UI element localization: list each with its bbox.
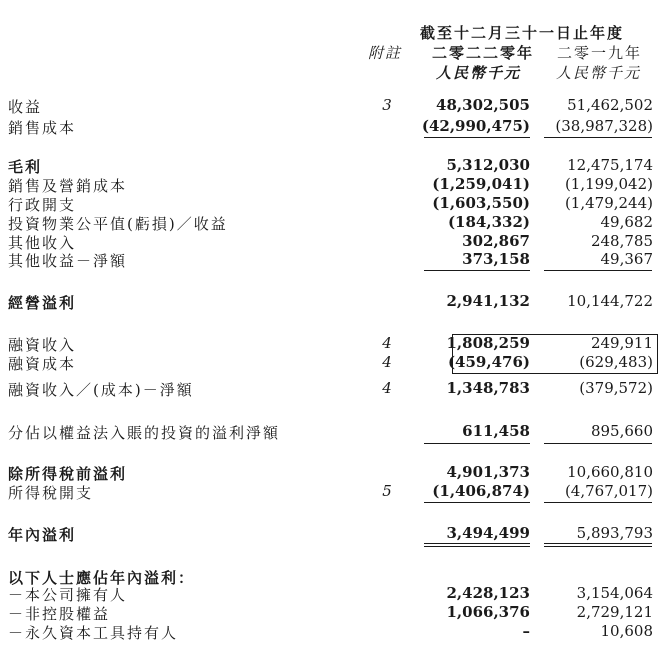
note-column-header: 附註 bbox=[368, 44, 403, 62]
row-label-profit-for-year: 年內溢利 bbox=[8, 526, 77, 544]
row-label-gross-profit: 毛利 bbox=[8, 158, 43, 176]
subtotal-rule bbox=[544, 137, 652, 138]
row-2022-perpetual: – bbox=[522, 622, 530, 640]
year-2022-header: 二零二二零年 bbox=[432, 44, 535, 62]
row-2019-finance-income: 249,911 bbox=[590, 334, 653, 352]
row-label-income-tax: 所得稅開支 bbox=[8, 484, 94, 502]
row-2019-owners: 3,154,064 bbox=[576, 584, 653, 602]
row-2019-other-income: 248,785 bbox=[590, 232, 653, 250]
row-2019-share-of-profit: 895,660 bbox=[590, 422, 653, 440]
row-label-attributable-heading: 以下人士應佔年內溢利： bbox=[8, 569, 196, 587]
year-2019-header: 二零一九年 bbox=[557, 44, 643, 62]
row-2019-operating-profit: 10,144,722 bbox=[567, 292, 653, 310]
subtotal-rule bbox=[424, 502, 530, 503]
row-note-income-tax: 5 bbox=[382, 482, 392, 500]
row-note-finance-costs: 4 bbox=[382, 353, 392, 371]
row-note-finance-income: 4 bbox=[382, 334, 392, 352]
row-note-revenue: 3 bbox=[382, 96, 392, 114]
row-2022-profit-before-tax: 4,901,373 bbox=[446, 463, 530, 481]
row-label-selling-costs: 銷售及營銷成本 bbox=[8, 177, 128, 195]
row-2022-gross-profit: 5,312,030 bbox=[446, 156, 530, 174]
row-2022-profit-for-year: 3,494,499 bbox=[446, 524, 530, 542]
row-2022-admin-expenses: (1,603,550) bbox=[432, 194, 530, 212]
period-header: 截至十二月三十一日止年度 bbox=[420, 24, 625, 42]
row-label-profit-before-tax: 除所得稅前溢利 bbox=[8, 465, 128, 483]
row-2022-cost-of-sales: (42,990,475) bbox=[421, 117, 530, 135]
row-label-operating-profit: 經營溢利 bbox=[8, 294, 77, 312]
row-2019-cost-of-sales: (38,987,328) bbox=[555, 117, 653, 135]
row-2019-non-controlling: 2,729,121 bbox=[576, 603, 653, 621]
row-label-fair-value: 投資物業公平值(虧損)／收益 bbox=[8, 215, 228, 233]
subtotal-rule bbox=[424, 443, 530, 444]
row-label-owners: －本公司擁有人 bbox=[8, 586, 128, 604]
row-2022-finance-costs: (459,476) bbox=[447, 353, 530, 371]
row-2022-revenue: 48,302,505 bbox=[436, 96, 530, 114]
row-2022-finance-income: 1,808,259 bbox=[446, 334, 530, 352]
row-2019-admin-expenses: (1,479,244) bbox=[564, 194, 653, 212]
row-2019-income-tax: (4,767,017) bbox=[564, 482, 653, 500]
row-2022-finance-net: 1,348,783 bbox=[446, 379, 530, 397]
unit-2022-header: 人民幣千元 bbox=[436, 64, 522, 82]
row-2019-finance-net: (379,572) bbox=[579, 379, 653, 397]
row-2019-fair-value: 49,682 bbox=[600, 213, 653, 231]
row-2019-selling-costs: (1,199,042) bbox=[564, 175, 653, 193]
subtotal-rule bbox=[544, 502, 652, 503]
double-rule-bottom bbox=[424, 546, 530, 547]
row-label-admin-expenses: 行政開支 bbox=[8, 196, 77, 214]
row-2022-other-income: 302,867 bbox=[462, 232, 530, 250]
row-label-finance-net: 融資收入／(成本)－淨額 bbox=[8, 381, 194, 399]
row-note-finance-net: 4 bbox=[382, 379, 392, 397]
row-label-revenue: 收益 bbox=[8, 98, 43, 116]
row-2019-gross-profit: 12,475,174 bbox=[567, 156, 653, 174]
subtotal-rule bbox=[544, 270, 652, 271]
row-label-finance-income: 融資收入 bbox=[8, 336, 77, 354]
row-label-finance-costs: 融資成本 bbox=[8, 355, 77, 373]
row-2022-non-controlling: 1,066,376 bbox=[446, 603, 530, 621]
double-rule-bottom bbox=[544, 546, 652, 547]
row-2019-revenue: 51,462,502 bbox=[567, 96, 653, 114]
row-label-other-income: 其他收入 bbox=[8, 234, 77, 252]
row-2022-operating-profit: 2,941,132 bbox=[446, 292, 530, 310]
row-label-other-gains: 其他收益－淨額 bbox=[8, 252, 128, 270]
row-2019-finance-costs: (629,483) bbox=[579, 353, 653, 371]
double-rule-top bbox=[544, 543, 652, 544]
row-2019-profit-for-year: 5,893,793 bbox=[576, 524, 653, 542]
subtotal-rule bbox=[424, 270, 530, 271]
row-label-cost-of-sales: 銷售成本 bbox=[8, 119, 77, 137]
row-label-perpetual: －永久資本工具持有人 bbox=[8, 624, 179, 642]
row-2022-owners: 2,428,123 bbox=[446, 584, 530, 602]
row-2022-other-gains: 373,158 bbox=[462, 250, 530, 268]
subtotal-rule bbox=[424, 137, 530, 138]
row-label-non-controlling: －非控股權益 bbox=[8, 605, 111, 623]
row-label-share-of-profit: 分佔以權益法入賬的投資的溢利淨額 bbox=[8, 424, 281, 442]
double-rule-top bbox=[424, 543, 530, 544]
row-2019-other-gains: 49,367 bbox=[600, 250, 653, 268]
row-2022-income-tax: (1,406,874) bbox=[432, 482, 530, 500]
row-2019-profit-before-tax: 10,660,810 bbox=[567, 463, 653, 481]
row-2022-selling-costs: (1,259,041) bbox=[432, 175, 530, 193]
subtotal-rule bbox=[544, 443, 652, 444]
unit-2019-header: 人民幣千元 bbox=[556, 64, 642, 82]
row-2022-share-of-profit: 611,458 bbox=[462, 422, 530, 440]
row-2019-perpetual: 10,608 bbox=[600, 622, 653, 640]
row-2022-fair-value: (184,332) bbox=[447, 213, 530, 231]
